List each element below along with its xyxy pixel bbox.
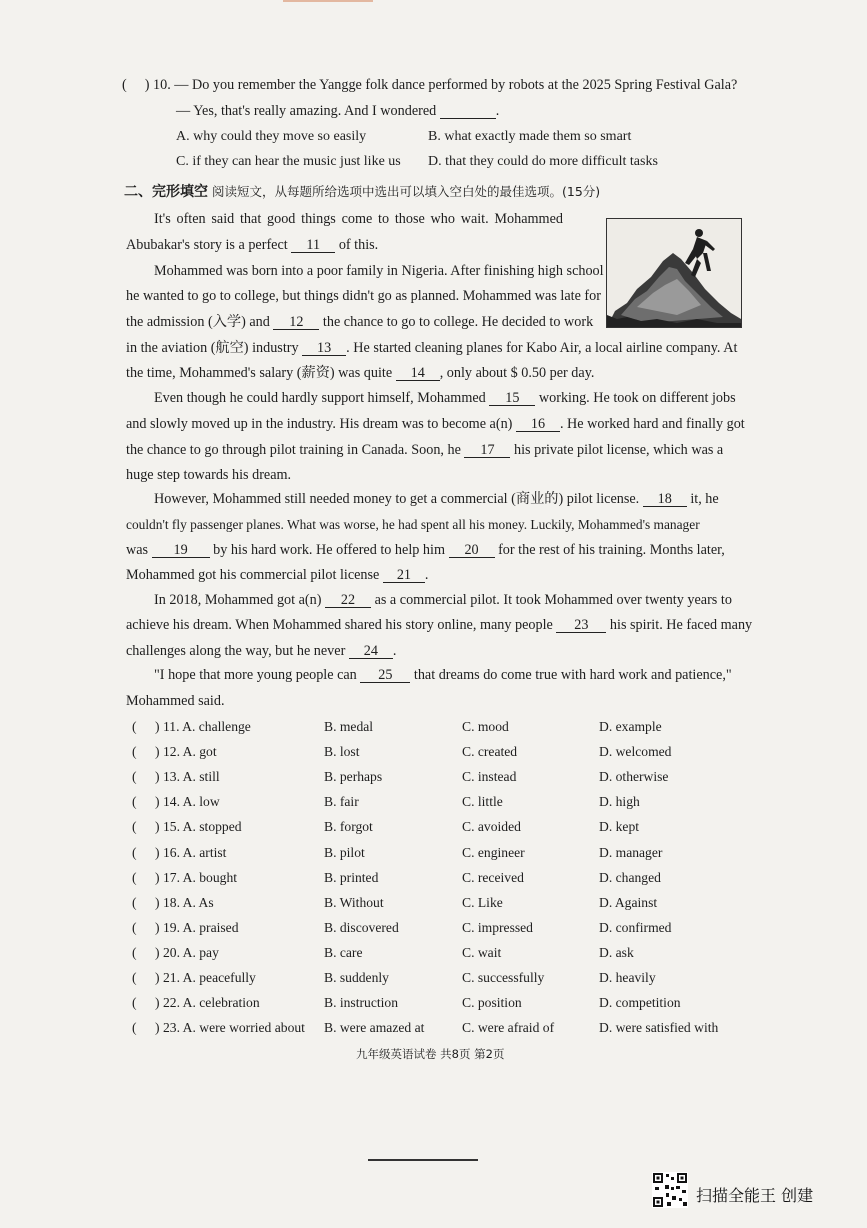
passage-text: the time, Mohammed's salary (薪资) was quite bbox=[126, 365, 393, 381]
blank-18[interactable]: 18 bbox=[643, 492, 687, 507]
passage-text: the chance to go to college. He decided to work bbox=[322, 314, 594, 330]
q10-option-c[interactable]: C. if they can hear the music just like us bbox=[176, 154, 401, 169]
passage-text: that dreams do come true with hard work and patience," bbox=[413, 667, 732, 683]
answer-paren-close: ) bbox=[144, 77, 150, 93]
blank-23[interactable]: 23 bbox=[556, 618, 606, 633]
answer-paren-close: ) bbox=[155, 995, 160, 1011]
passage-text: However, Mohammed still needed money to get a commercial (商业的) pilot license. bbox=[154, 491, 640, 507]
choice-option-a[interactable]: 17. A. bought bbox=[163, 869, 238, 885]
passage-line bbox=[126, 417, 745, 432]
scan-edge-mark bbox=[283, 0, 373, 2]
answer-paren[interactable]: ( bbox=[132, 819, 137, 835]
passage-text: of this. bbox=[338, 237, 379, 253]
choice-option-b[interactable]: B. were amazed at bbox=[324, 1020, 425, 1036]
climber-illustration bbox=[607, 219, 741, 327]
section-title: 二、完形填空 bbox=[124, 184, 208, 200]
blank-20[interactable]: 20 bbox=[449, 543, 495, 558]
choice-option-a[interactable]: 23. A. were worried about bbox=[163, 1020, 305, 1036]
qr-code-icon bbox=[652, 1172, 688, 1208]
passage-line bbox=[154, 492, 719, 507]
blank-16[interactable]: 16 bbox=[516, 417, 560, 432]
passage-text: his private pilot license, which was a bbox=[514, 442, 724, 458]
answer-paren-close: ) bbox=[155, 719, 160, 734]
choice-option-d[interactable]: D. otherwise bbox=[599, 769, 669, 785]
choice-option-c[interactable]: C. engineer bbox=[462, 844, 525, 860]
passage-line: Mohammed said. bbox=[126, 693, 225, 709]
choice-option-d[interactable]: D. Against bbox=[599, 894, 658, 910]
answer-paren-close: ) bbox=[155, 919, 160, 935]
choice-option-b[interactable]: B. discovered bbox=[324, 919, 399, 935]
passage-text: . bbox=[424, 567, 429, 583]
mountain-climber-image bbox=[606, 218, 742, 328]
choice-option-a[interactable]: 14. A. low bbox=[163, 794, 220, 810]
q10-option-b[interactable]: B. what exactly made them so smart bbox=[428, 129, 632, 144]
choice-option-d[interactable]: D. were satisfied with bbox=[599, 1020, 719, 1036]
passage-text: Mohammed got his commercial pilot license bbox=[126, 567, 380, 583]
blank-14[interactable]: 14 bbox=[396, 366, 440, 381]
choice-option-c[interactable]: C. received bbox=[462, 869, 524, 885]
passage-text: Even though he could hardly support himself, Mohammed bbox=[154, 390, 486, 406]
choice-option-d[interactable]: D. welcomed bbox=[599, 744, 672, 760]
blank-13[interactable]: 13 bbox=[302, 341, 346, 356]
answer-paren-close: ) bbox=[155, 970, 160, 985]
choice-option-d[interactable]: D. competition bbox=[599, 995, 681, 1011]
answer-paren[interactable]: ( bbox=[132, 944, 137, 960]
scan-line bbox=[368, 1159, 478, 1161]
choice-option-c[interactable]: C. successfully bbox=[462, 970, 545, 985]
answer-paren[interactable]: ( bbox=[132, 869, 137, 885]
answer-paren-close: ) bbox=[155, 819, 160, 835]
blank-22[interactable]: 22 bbox=[325, 593, 371, 608]
passage-text: "I hope that more young people can bbox=[154, 667, 357, 683]
passage-line bbox=[126, 443, 723, 458]
passage-text: Abubakar's story is a perfect bbox=[126, 237, 288, 253]
passage-text: In 2018, Mohammed got a(n) bbox=[154, 592, 322, 608]
choice-option-a[interactable]: 12. A. got bbox=[163, 744, 217, 760]
q10-reply: — Yes, that's really amazing. And I wondered bbox=[176, 103, 437, 119]
choice-option-a[interactable]: 18. A. As bbox=[163, 894, 214, 910]
passage-text: challenges along the way, but he never bbox=[126, 643, 346, 659]
answer-paren[interactable]: ( bbox=[132, 719, 137, 734]
answer-paren-close: ) bbox=[155, 869, 160, 885]
choice-option-b[interactable]: B. care bbox=[324, 944, 363, 960]
answer-paren[interactable]: ( bbox=[132, 769, 137, 785]
choice-option-c[interactable]: C. position bbox=[462, 995, 522, 1011]
answer-paren[interactable]: ( bbox=[132, 844, 137, 860]
q10-question: 10. — Do you remember the Yangge folk dance performed by robots at the 2025 Spring Festival Gala? bbox=[153, 77, 738, 93]
passage-line bbox=[126, 618, 752, 633]
choice-option-b[interactable]: B. pilot bbox=[324, 844, 365, 860]
answer-paren[interactable]: ( bbox=[132, 1020, 137, 1036]
passage-text: was bbox=[126, 542, 149, 558]
passage-line bbox=[126, 238, 378, 253]
passage-line bbox=[126, 543, 725, 558]
passage-text: , only about $ 0.50 per day. bbox=[439, 365, 595, 381]
passage-text: and slowly moved up in the industry. His dream was to become a(n) bbox=[126, 416, 513, 432]
choice-option-b[interactable]: B. instruction bbox=[324, 995, 399, 1011]
answer-paren-close: ) bbox=[155, 844, 160, 860]
passage-line: couldn't fly passenger planes. What was worse, he had spent all his money. Luckily, Mohammed's manager bbox=[126, 517, 700, 532]
choice-option-c[interactable]: C. little bbox=[462, 794, 503, 810]
blank-15[interactable]: 15 bbox=[489, 391, 535, 406]
choice-option-d[interactable]: D. high bbox=[599, 794, 640, 810]
passage-text: the chance to go through pilot training in Canada. Soon, he bbox=[126, 442, 461, 458]
answer-paren[interactable]: ( bbox=[132, 894, 137, 910]
q10-blank[interactable] bbox=[440, 104, 496, 119]
choice-option-d[interactable]: D. kept bbox=[599, 819, 640, 835]
choice-option-d[interactable]: D. manager bbox=[599, 844, 663, 860]
choice-option-a[interactable]: 15. A. stopped bbox=[163, 819, 242, 835]
answer-paren-close: ) bbox=[155, 744, 160, 760]
passage-text: achieve his dream. When Mohammed shared his story online, many people bbox=[126, 617, 553, 633]
passage-text: it, he bbox=[690, 491, 719, 507]
choice-option-b[interactable]: B. medal bbox=[324, 719, 374, 734]
choice-option-a[interactable]: 19. A. praised bbox=[163, 919, 239, 935]
passage-text: . He started cleaning planes for Kabo Air, a local airline company. At bbox=[346, 340, 738, 356]
passage-line bbox=[154, 668, 732, 683]
choice-option-c[interactable]: C. mood bbox=[462, 719, 509, 734]
answer-paren-close: ) bbox=[155, 794, 160, 810]
choice-option-b[interactable]: B. lost bbox=[324, 744, 360, 760]
passage-text: the admission (入学) and bbox=[126, 314, 270, 330]
blank-17[interactable]: 17 bbox=[464, 443, 510, 458]
choice-option-c[interactable]: C. wait bbox=[462, 944, 502, 960]
section-instructions: 阅读短文，从每题所给选项中选出可以填入空白处的最佳选项。(15分) bbox=[212, 184, 601, 199]
choice-option-c[interactable]: C. created bbox=[462, 744, 518, 760]
passage-text: . bbox=[392, 643, 397, 659]
answer-paren[interactable]: ( bbox=[132, 919, 137, 935]
choice-option-c[interactable]: C. impressed bbox=[462, 919, 533, 935]
choice-option-a[interactable]: 22. A. celebration bbox=[163, 995, 260, 1011]
q10-option-d[interactable]: D. that they could do more difficult tasks bbox=[428, 154, 658, 169]
choice-option-b[interactable]: B. forgot bbox=[324, 819, 373, 835]
passage-line: Mohammed was born into a poor family in Nigeria. After finishing high school bbox=[154, 263, 604, 279]
passage-line bbox=[126, 315, 593, 330]
answer-paren[interactable]: ( bbox=[132, 970, 137, 985]
passage-line bbox=[126, 341, 737, 356]
blank-25[interactable]: 25 bbox=[360, 668, 410, 683]
passage-line bbox=[126, 366, 594, 381]
blank-19[interactable]: 19 bbox=[152, 543, 210, 558]
page-footer: 九年级英语试卷 共8页 第2页 bbox=[356, 1047, 505, 1061]
choice-option-b[interactable]: B. fair bbox=[324, 794, 359, 810]
answer-paren[interactable]: ( bbox=[132, 794, 137, 810]
answer-paren-close: ) bbox=[155, 1020, 160, 1036]
choice-option-c[interactable]: C. were afraid of bbox=[462, 1020, 555, 1036]
answer-paren-open: ( bbox=[122, 77, 127, 93]
q10-reply-end: . bbox=[495, 103, 500, 119]
choice-option-c[interactable]: C. avoided bbox=[462, 819, 521, 835]
passage-text: as a commercial pilot. It took Mohammed over twenty years to bbox=[374, 592, 732, 608]
choice-option-a[interactable]: 11. A. challenge bbox=[163, 719, 251, 734]
passage-line: huge step towards his dream. bbox=[126, 467, 292, 483]
q10-option-a[interactable]: A. why could they move so easily bbox=[176, 129, 367, 144]
choice-option-c[interactable]: C. Like bbox=[462, 894, 503, 910]
choice-option-d[interactable]: D. changed bbox=[599, 869, 661, 885]
answer-paren-close: ) bbox=[155, 944, 160, 960]
passage-text: . He worked hard and finally got bbox=[559, 416, 745, 432]
passage-text: his spirit. He faced many bbox=[609, 617, 753, 633]
choice-option-a[interactable]: 16. A. artist bbox=[163, 844, 227, 860]
q10-question-line bbox=[122, 78, 737, 92]
choice-option-d[interactable]: D. heavily bbox=[599, 970, 656, 985]
choice-option-d[interactable]: D. confirmed bbox=[599, 919, 672, 935]
blank-21[interactable]: 21 bbox=[383, 568, 425, 583]
answer-paren-close: ) bbox=[155, 894, 160, 910]
choice-option-b[interactable]: B. perhaps bbox=[324, 769, 383, 785]
blank-12[interactable]: 12 bbox=[273, 315, 319, 330]
passage-text: by his hard work. He offered to help him bbox=[213, 542, 445, 558]
answer-paren-close: ) bbox=[155, 769, 160, 785]
passage-text: working. He took on different jobs bbox=[538, 390, 736, 406]
passage-line bbox=[126, 644, 396, 659]
choice-option-b[interactable]: B. suddenly bbox=[324, 970, 389, 985]
choice-option-c[interactable]: C. instead bbox=[462, 769, 517, 785]
scanner-watermark: 扫描全能王 创建 bbox=[696, 1186, 814, 1205]
answer-paren[interactable]: ( bbox=[132, 995, 137, 1011]
choice-option-b[interactable]: B. printed bbox=[324, 869, 379, 885]
choice-option-d[interactable]: D. example bbox=[599, 719, 662, 734]
choice-option-b[interactable]: B. Without bbox=[324, 894, 384, 910]
choice-option-a[interactable]: 20. A. pay bbox=[163, 944, 219, 960]
section-heading bbox=[124, 181, 600, 201]
blank-11[interactable]: 11 bbox=[291, 238, 335, 253]
passage-line bbox=[126, 568, 428, 583]
answer-paren[interactable]: ( bbox=[132, 744, 137, 760]
passage-line: he wanted to go to college, but things didn't go as planned. Mohammed was late for bbox=[126, 288, 601, 304]
choice-option-d[interactable]: D. ask bbox=[599, 944, 634, 960]
passage-line: It's often said that good things come to those who wait. Mohammed bbox=[154, 211, 563, 227]
choice-option-a[interactable]: 13. A. still bbox=[163, 769, 220, 785]
choice-option-a[interactable]: 21. A. peacefully bbox=[163, 970, 256, 985]
passage-text: in the aviation (航空) industry bbox=[126, 340, 299, 356]
passage-text: for the rest of his training. Months later, bbox=[498, 542, 725, 558]
passage-line bbox=[154, 593, 732, 608]
blank-24[interactable]: 24 bbox=[349, 644, 393, 659]
passage-line bbox=[154, 391, 736, 406]
q10-reply-line bbox=[176, 104, 499, 119]
